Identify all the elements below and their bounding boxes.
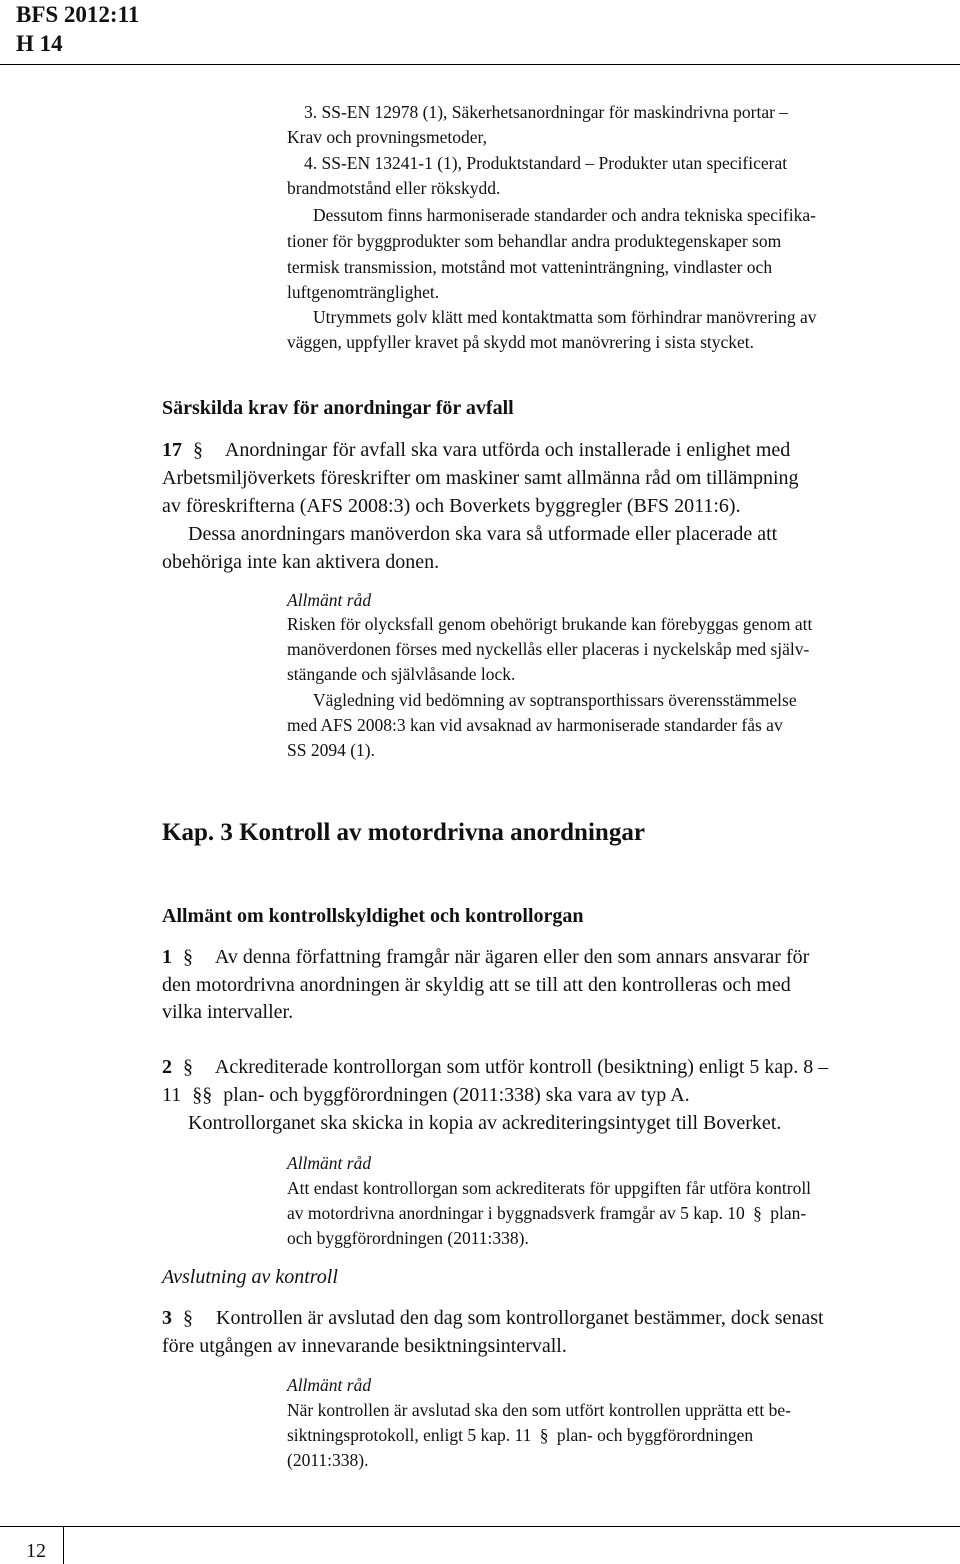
section-17-line3: av föreskrifterna (AFS 2008:3) och Boverkets byggregler (BFS 2011:6). [162, 495, 741, 517]
section-number: 17 [162, 439, 182, 461]
list-item-3-line2: Krav och provningsmetoder, [287, 127, 488, 147]
general-advice-label: Allmänt råd [287, 590, 372, 610]
section-range-end: 11 [162, 1084, 182, 1106]
section-1-line2: den motordrivna anordningen är skyldig att se till att den kontrolleras och med [162, 974, 791, 996]
paragraph-sign-icon: § [183, 1307, 193, 1329]
section-2-text: Ackrediterade kontrollorgan som utför kontroll (besiktning) enligt 5 kap. 8 – [214, 1056, 829, 1078]
paragraph-floor-mat-line1: Utrymmets golv klätt med kontaktmatta som förhindrar manövrering av [313, 307, 817, 327]
section-17-line4: Dessa anordningars manöverdon ska vara så utformade eller placerade att [188, 523, 778, 545]
paragraph-harmonised-line1: Dessutom finns harmoniserade standarder och andra tekniska specifika- [313, 205, 816, 225]
section-17-line2: Arbetsmiljöverkets föreskrifter om maskiner samt allmänna råd om tillämpning [162, 467, 799, 489]
section-17-line1 [162, 436, 790, 464]
paragraph-harmonised-line2: tioner för byggprodukter som behandlar andra produktegenskaper som [287, 231, 782, 251]
paragraph-harmonised-line4: luftgenomtränglighet. [287, 282, 440, 302]
paragraph-sign-icon: § [539, 1425, 549, 1445]
general-advice-label: Allmänt råd [287, 1153, 372, 1173]
paragraph-sign-icon: § [202, 1084, 213, 1106]
section-2-line3: Kontrollorganet ska skicka in kopia av ackrediteringsintyget till Boverket. [188, 1112, 782, 1134]
paragraph-sign-icon: § [192, 1084, 203, 1106]
section-number: 3 [162, 1307, 172, 1329]
header-issue-number: H 14 [16, 31, 63, 56]
general-advice-line4: Vägledning vid bedömning av soptransporthissars överensstämmelse [313, 690, 797, 710]
section-17-line5: obehöriga inte kan aktivera donen. [162, 551, 440, 573]
general-advice-line6: SS 2094 (1). [287, 740, 375, 760]
header-rule [0, 64, 960, 65]
general-advice-line3: (2011:338). [287, 1450, 369, 1470]
paragraph-floor-mat-line2: väggen, uppfyller kravet på skydd mot manövrering i sista stycket. [287, 332, 755, 352]
section-2-line2 [162, 1081, 690, 1109]
general-advice-line2-text: siktningsprotokoll, enligt 5 kap. 11 [287, 1425, 532, 1445]
footer-divider [63, 1526, 64, 1564]
paragraph-harmonised-line3: termisk transmission, motstånd mot vatteninträngning, vindlaster och [287, 257, 773, 277]
heading-kontrollskyldighet: Allmänt om kontrollskyldighet och kontrollorgan [162, 905, 584, 927]
section-3-text: Kontrollen är avslutad den dag som kontrollorganet bestämmer, dock senast [216, 1307, 824, 1329]
general-advice-line3: och byggförordningen (2011:338). [287, 1228, 529, 1248]
general-advice-line2 [287, 1201, 806, 1226]
section-3-line1 [162, 1304, 824, 1332]
general-advice-line3: stängande och självlåsande lock. [287, 664, 516, 684]
paragraph-sign-icon: § [753, 1203, 762, 1223]
section-1-line3: vilka intervaller. [162, 1001, 294, 1023]
list-item-4-line2: brandmotstånd eller rökskydd. [287, 178, 501, 198]
section-2-line2-text: plan- och byggförordningen (2011:338) ska vara av typ A. [223, 1084, 690, 1106]
general-advice-line2-end: plan- [770, 1203, 807, 1223]
section-number: 2 [162, 1056, 172, 1078]
heading-avfall: Särskilda krav för anordningar för avfall [162, 397, 514, 419]
section-1-text: Av denna författning framgår när ägaren eller den som annars ansvarar för [214, 946, 810, 968]
general-advice-line2 [287, 1423, 753, 1448]
general-advice-label: Allmänt råd [287, 1375, 372, 1395]
paragraph-sign-icon: § [193, 439, 203, 461]
list-item-3-line1: 3. SS-EN 12978 (1), Säkerhetsanordningar för maskindrivna portar – [304, 102, 789, 122]
general-advice-line1: Att endast kontrollorgan som ackrediterats för uppgiften får utföra kontroll [287, 1178, 812, 1198]
general-advice-line1: När kontrollen är avslutad ska den som utfört kontrollen upprätta ett be- [287, 1400, 791, 1420]
page-number: 12 [26, 1540, 46, 1562]
paragraph-sign-icon: § [183, 946, 193, 968]
general-advice-line5: med AFS 2008:3 kan vid avsaknad av harmoniserade standarder fås av [287, 715, 783, 735]
general-advice-line2-text: av motordrivna anordningar i byggnadsverk framgår av 5 kap. 10 [287, 1203, 745, 1223]
document-header [16, 0, 139, 58]
general-advice-line2: manöverdonen förses med nyckellås eller placeras i nyckelskåp med själv- [287, 639, 810, 659]
header-bfs-number: BFS 2012:11 [16, 2, 140, 27]
section-2-line1 [162, 1053, 828, 1081]
section-3-line2: före utgången av innevarande besiktningsintervall. [162, 1335, 567, 1357]
list-item-4-line1: 4. SS-EN 13241-1 (1), Produktstandard – Produkter utan specificerat [304, 153, 788, 173]
general-advice-line1: Risken för olycksfall genom obehörigt brukande kan förebyggas genom att [287, 614, 813, 634]
chapter-title: Kap. 3 Kontroll av motordrivna anordningar [162, 819, 645, 846]
general-advice-line2-end: plan- och byggförordningen [556, 1425, 754, 1445]
paragraph-sign-icon: § [183, 1056, 193, 1078]
section-number: 1 [162, 946, 172, 968]
section-1-line1 [162, 943, 809, 971]
heading-avslutning: Avslutning av kontroll [162, 1266, 338, 1288]
footer-rule [0, 1526, 960, 1527]
section-17-text: Anordningar för avfall ska vara utförda och installerade i enlighet med [224, 439, 791, 461]
